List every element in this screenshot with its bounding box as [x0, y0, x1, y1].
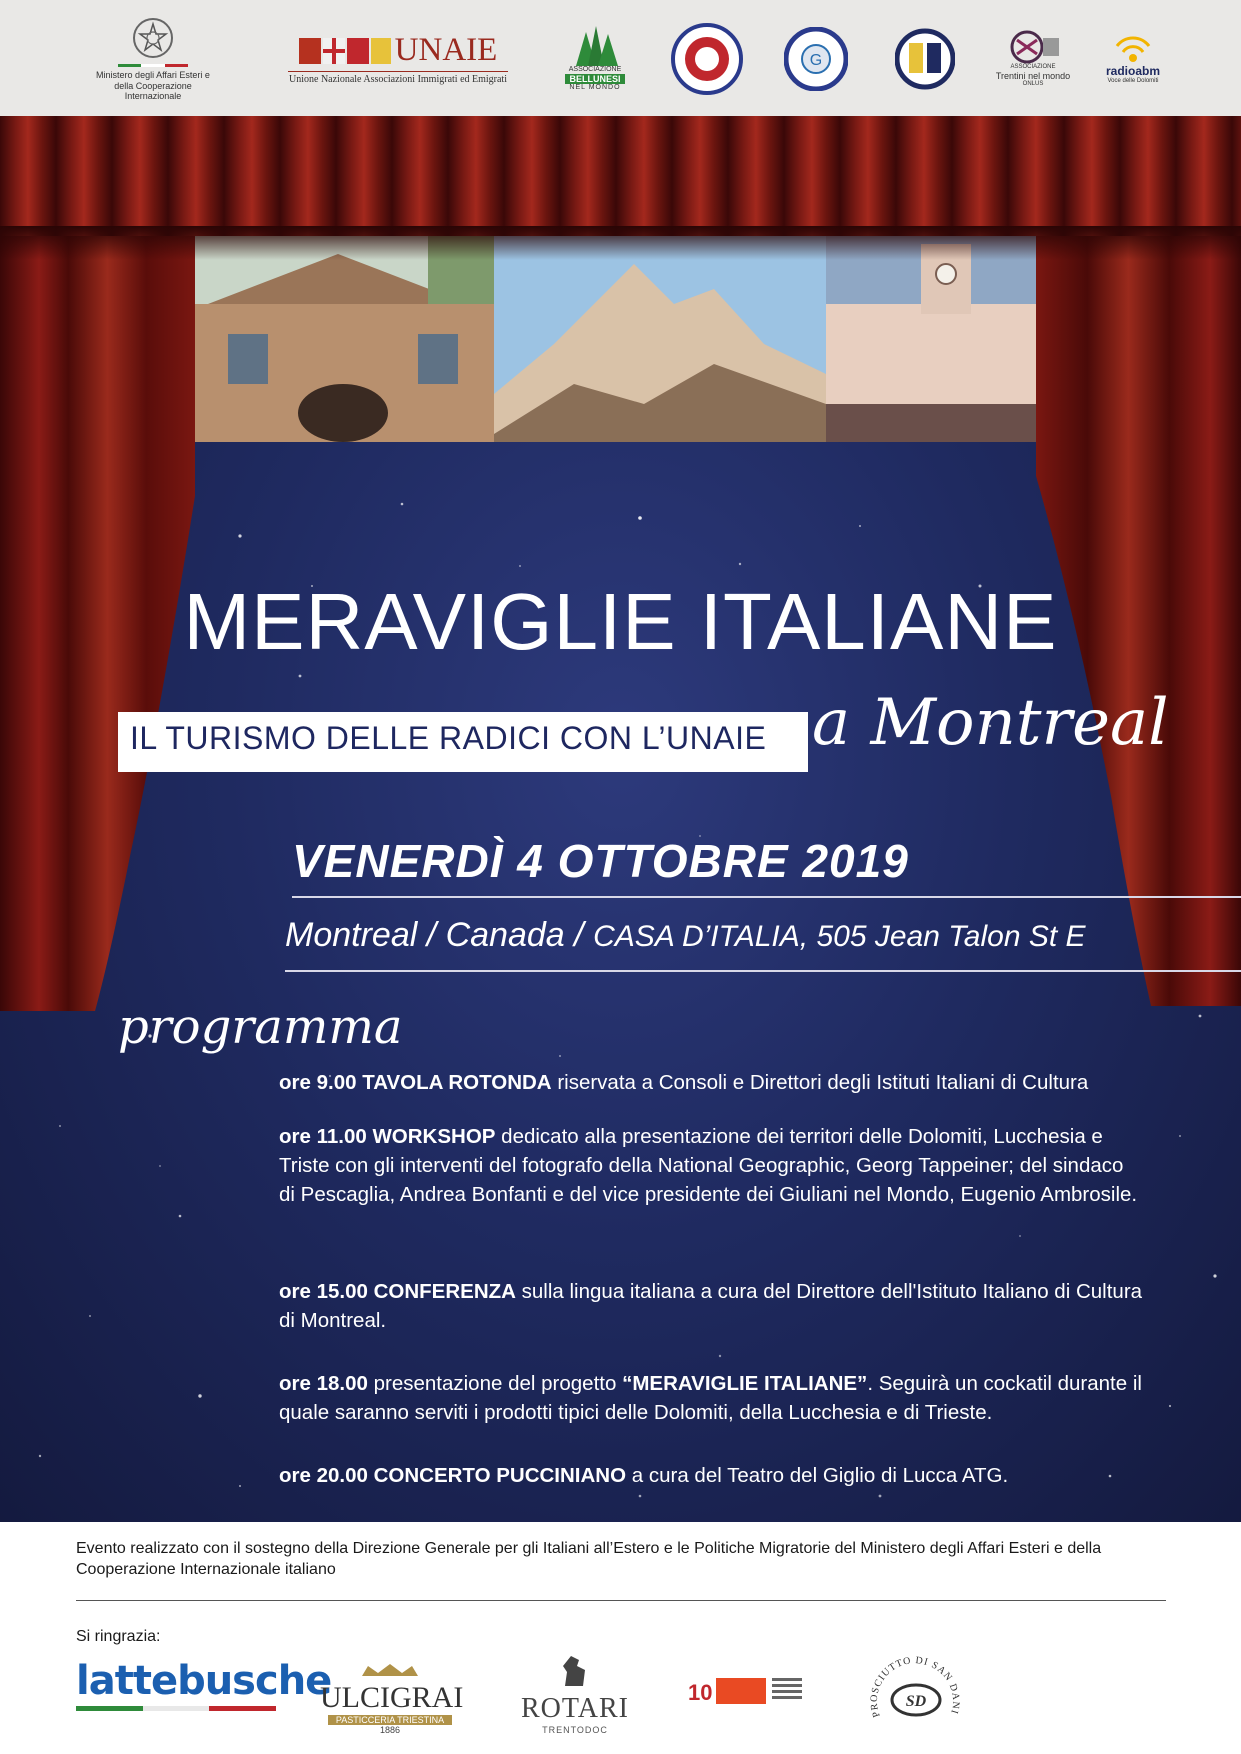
- prosciutto-san-daniele-logo: [860, 1646, 970, 1746]
- valance-shadow: [0, 226, 1241, 260]
- program-item: [279, 1068, 1145, 1097]
- unaie-wordmark: UNAIE: [394, 32, 498, 69]
- event-title: MERAVIGLIE ITALIANE: [183, 577, 1058, 666]
- program-item: [279, 1122, 1145, 1209]
- program-time: ore 9.00 TAVOLA ROTONDA: [279, 1071, 552, 1094]
- program-time: ore 18.00: [279, 1372, 368, 1395]
- bellunesi-label-top: ASSOCIAZIONE: [568, 65, 622, 73]
- program-time: ore 11.00 WORKSHOP: [279, 1125, 496, 1148]
- prosciutto-monogram: SD: [905, 1693, 927, 1710]
- program-text: riservata a Consoli e Direttori degli Istituti Italiani di Cultura: [551, 1071, 1089, 1094]
- program-text: a cura del Teatro del Giglio di Lucca ATG.: [626, 1464, 1009, 1487]
- rotari-wordmark: ROTARI: [521, 1693, 629, 1724]
- project-name: “MERAVIGLIE ITALIANE”: [622, 1372, 868, 1395]
- radioabm-label: radioabm: [1105, 63, 1160, 78]
- unaie-logo: [287, 14, 509, 104]
- lucchesi-seal-icon: [671, 23, 743, 95]
- radioabm-logo: [1098, 14, 1168, 104]
- unaie-full-name: Unione Nazionale Associazioni Immigrati ed Emigrati: [289, 74, 507, 86]
- ulcigrai-logo: [320, 1664, 464, 1735]
- svg-text:G: G: [809, 52, 823, 69]
- event-subtitle: IL TURISMO DELLE RADICI CON L’UNAIE: [130, 720, 767, 756]
- trentini-label: Trentini nel mondo: [995, 70, 1071, 81]
- radio-waves-icon: [1113, 34, 1153, 64]
- photo-dolomites: [494, 234, 826, 442]
- ministry-name: Ministero degli Affari Esteri e della Cooperazione Internazionale: [96, 70, 210, 102]
- program-text: sulla lingua italiana a cura del Direttore dell'Istituto Italiano di Cultura di Montreal.: [279, 1280, 1143, 1332]
- curtain-valance: [0, 116, 1241, 236]
- rotari-tagline: TRENTODOC: [542, 1725, 608, 1735]
- prosciutto-seal-icon: [860, 1646, 970, 1746]
- program-item: [279, 1277, 1145, 1335]
- location-venue: CASA D’ITALIA, 505 Jean Talon St E: [593, 920, 1086, 953]
- program-text: dedicato alla presentazione dei territori delle Dolomiti, Lucchesia e Triste con gli interventi del fotografo della National Geographic, Georg Tappeiner; del sindaco di Pescaglia, Andrea Bonfanti e del vice presidente dei Giuliani nel Mondo, Eugenio Ambrosile.: [279, 1125, 1138, 1206]
- thanks-label: Si ringrazia:: [76, 1628, 161, 1645]
- giuliani-seal-icon: [784, 27, 848, 91]
- program-time: ore 15.00 CONFERENZA: [279, 1280, 516, 1303]
- partner-logo-band: [0, 0, 1241, 116]
- tricolor-underline: [76, 1706, 276, 1711]
- prosciutto-ring-text: PROSCIUTTO DI SAN DANI: [868, 1655, 962, 1719]
- photo-trieste-palace: [826, 234, 1066, 442]
- location-divider: [285, 970, 1241, 972]
- anniversary-logo: [684, 1670, 809, 1718]
- radioabm-tagline: Voce delle Dolomiti: [1107, 77, 1159, 84]
- bellunesi-label: BELLUNESI: [565, 74, 624, 84]
- lattebusche-logo: [76, 1658, 332, 1730]
- theatre-stage-background: [0, 116, 1241, 1522]
- trentini-label-sub: ONLUS: [1022, 81, 1044, 88]
- trentini-emblem-icon: [1003, 30, 1063, 64]
- anniversary-emblem-icon: [684, 1670, 809, 1718]
- lucchesi-logo: [671, 14, 743, 104]
- friuli-logo: [895, 14, 955, 104]
- svg-text:10: 10: [688, 1680, 713, 1705]
- friuli-seal-icon: [895, 27, 955, 91]
- giuliani-logo: [784, 14, 848, 104]
- program-item: [279, 1461, 1145, 1490]
- tricolor-bar: [118, 64, 188, 67]
- program-time: ore 20.00 CONCERTO PUCCINIANO: [279, 1464, 627, 1487]
- lattebusche-wordmark: lattebusche: [76, 1658, 332, 1704]
- photo-historic-building: [188, 234, 494, 442]
- ministry-logo: [88, 14, 218, 104]
- program-text-cont: . Seguirà un cockatil durante il quale saranno serviti i prodotti tipici delle Dolomiti, della Lucchesia e di Trieste.: [279, 1372, 1142, 1424]
- regional-flags-icon: [299, 36, 391, 66]
- event-date: VENERDÌ 4 OTTOBRE 2019: [292, 835, 909, 887]
- rotari-logo: [520, 1652, 630, 1735]
- trentini-logo: [983, 14, 1083, 104]
- city-script: a Montreal: [812, 686, 1169, 760]
- ulcigrai-year: 1886: [379, 1725, 401, 1735]
- sponsorship-note: Evento realizzato con il sostegno della Direzione Generale per gli Italiani all’Estero e le Politiche Migratorie del Ministero degli Affari Esteri e della Cooperazione Internazionale italiano: [76, 1540, 1102, 1578]
- bellunesi-logo: [561, 14, 629, 104]
- italian-emblem-icon: [131, 16, 175, 60]
- ulcigrai-wordmark: ULCIGRAI: [320, 1681, 464, 1714]
- knight-icon: [557, 1652, 593, 1688]
- trentini-label-top: ASSOCIAZIONE: [1010, 63, 1056, 70]
- footer-divider: [76, 1600, 1166, 1601]
- ulcigrai-tagline: PASTICCERIA TRIESTINA: [328, 1715, 452, 1725]
- program-text: presentazione del progetto: [367, 1372, 623, 1395]
- date-divider: [292, 896, 1241, 898]
- pine-trees-icon: [566, 26, 624, 66]
- bellunesi-label-bottom: NEL MONDO: [569, 84, 621, 91]
- program-heading: programma: [118, 999, 403, 1055]
- location-city: Montreal / Canada /: [285, 916, 594, 954]
- crown-icon: [360, 1664, 420, 1678]
- program-item: [279, 1369, 1145, 1427]
- event-location: [285, 916, 1086, 955]
